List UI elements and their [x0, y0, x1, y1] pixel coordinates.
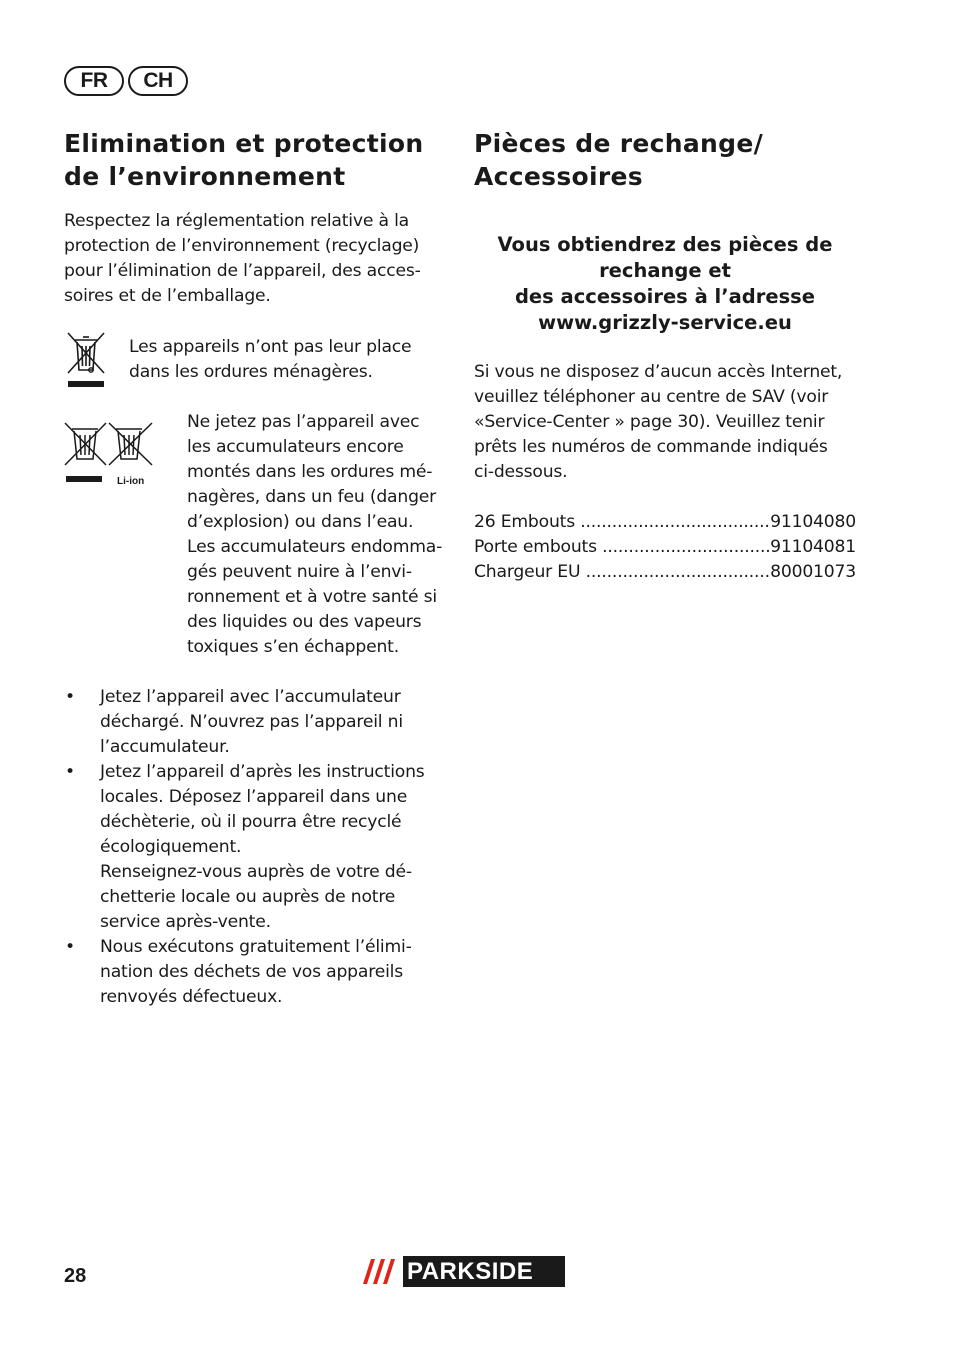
bin-note	[129, 335, 411, 385]
text-line: renvoyés défectueux.	[100, 987, 283, 1007]
list-item	[64, 935, 444, 1010]
part-number: 91104081	[770, 537, 856, 557]
bullet-icon: •	[65, 937, 75, 957]
text-line: protection de l’environnement (recyclage)	[64, 236, 420, 256]
text-line: des liquides ou des vapeurs	[187, 612, 422, 632]
text-line: l’accumulateur.	[100, 737, 230, 757]
page-number: 28	[64, 1265, 87, 1287]
text-line: montés dans les ordures mé-	[187, 462, 433, 482]
title-line: Elimination et protection	[64, 129, 424, 158]
text-line: Renseignez-vous auprès de votre dé-	[100, 862, 412, 882]
disposal-bullet-list	[64, 685, 444, 1010]
text-line: Les accumulateurs endomma-	[187, 537, 443, 557]
lang-badge-fr: FR	[64, 66, 124, 96]
section-title-spare-parts	[474, 127, 763, 193]
spare-parts-callout	[474, 232, 856, 336]
text-line: déchargé. N’ouvrez pas l’appareil ni	[100, 712, 403, 732]
parts-list	[474, 510, 856, 585]
text-line: Si vous ne disposez d’aucun accès Internet,	[474, 362, 843, 382]
text-line: écologiquement.	[100, 837, 242, 857]
text-line: Les appareils n’ont pas leur place	[129, 337, 412, 357]
text-line: déchèterie, où il pourra être recyclé	[100, 812, 402, 832]
text-line: veuillez téléphoner au centre de SAV (voir	[474, 387, 829, 407]
lang-badge-ch: CH	[128, 66, 188, 96]
parkside-logo	[361, 1256, 565, 1287]
text-line: Nous exécutons gratuitement l’élimi-	[100, 937, 412, 957]
logo-stripes-icon	[361, 1256, 403, 1287]
text-line: locales. Déposez l’appareil dans une	[100, 787, 408, 807]
title-line: de l’environnement	[64, 162, 346, 191]
bullet-icon: •	[65, 762, 75, 782]
bullet-icon: •	[65, 687, 75, 707]
text-line: Jetez l’appareil avec l’accumulateur	[100, 687, 401, 707]
part-number: 80001073	[770, 562, 856, 582]
text-line: Respectez la réglementation relative à la	[64, 211, 409, 231]
part-name: 26 Embouts .....	[474, 510, 770, 535]
text-line: nagères, dans un feu (danger	[187, 487, 437, 507]
battery-note	[187, 410, 442, 660]
service-url-link[interactable]: www.grizzly-service.eu	[538, 311, 792, 334]
text-line: prêts les numéros de commande indiqués	[474, 437, 828, 457]
callout-line: rechange et	[599, 259, 731, 282]
text-line: «Service-Center » page 30). Veuillez tenir	[474, 412, 825, 432]
text-line: Jetez l’appareil d’après les instructions	[100, 762, 425, 782]
text-line: dans les ordures ménagères.	[129, 362, 373, 382]
list-item	[64, 760, 444, 935]
li-ion-label: Li-ion	[117, 476, 145, 486]
title-line: Accessoires	[474, 162, 643, 191]
no-internet-paragraph	[474, 360, 842, 485]
parts-row	[474, 510, 856, 535]
text-line: soires et de l’emballage.	[64, 286, 271, 306]
text-line: service après-vente.	[100, 912, 271, 932]
text-line: pour l’élimination de l’appareil, des acces-	[64, 261, 421, 281]
text-line: chetterie locale ou auprès de notre	[100, 887, 396, 907]
text-line: gés peuvent nuire à l’envi-	[187, 562, 412, 582]
text-line: les accumulateurs encore	[187, 437, 404, 457]
text-line: ronnement et à votre santé si	[187, 587, 437, 607]
text-line: Ne jetez pas l’appareil avec	[187, 412, 420, 432]
text-line: ci-dessous.	[474, 462, 568, 482]
brand-wordmark: PARKSIDE	[407, 1257, 534, 1285]
intro-paragraph	[64, 209, 421, 309]
list-item	[64, 685, 444, 760]
crossed-bin-icon	[64, 332, 108, 390]
callout-line: des accessoires à l’adresse	[514, 285, 816, 308]
text-line: nation des déchets de vos appareils	[100, 962, 403, 982]
part-name: Chargeur EU .....	[474, 560, 770, 585]
parts-row	[474, 535, 856, 560]
title-line: Pièces de rechange/	[474, 129, 764, 158]
text-line: d’explosion) ou dans l’eau.	[187, 512, 414, 532]
text-line: toxiques s’en échappent.	[187, 637, 399, 657]
callout-line: Vous obtiendrez des pièces de	[497, 233, 833, 256]
part-number: 91104080	[770, 512, 856, 532]
parts-row	[474, 560, 856, 585]
part-name: Porte embouts .....	[474, 535, 770, 560]
crossed-bin-battery-icon	[64, 422, 160, 486]
section-title-elimination	[64, 127, 423, 193]
